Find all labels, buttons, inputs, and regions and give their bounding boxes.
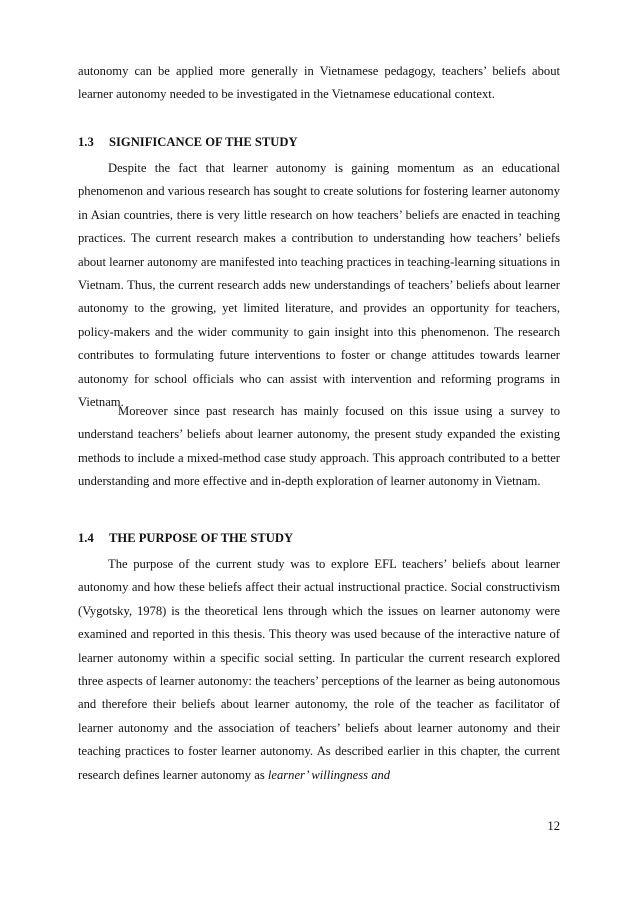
section-title: THE PURPOSE OF THE STUDY xyxy=(109,531,294,545)
section-number: 1.4 xyxy=(78,531,94,545)
page-number: 12 xyxy=(547,819,560,833)
section-number: 1.3 xyxy=(78,135,94,149)
section-title: SIGNIFICANCE OF THE STUDY xyxy=(109,135,298,149)
significance-paragraph-1: Despite the fact that learner autonomy is gaining momentum as an educational phenomenon and various research has sought to create solutions for fostering learner autonomy in Asian countries, there is very little research on how teachers’ beliefs are enacted in teaching practices. The current research makes a contribution to understanding how teachers’ beliefs about learner autonomy are manifested into teaching practices in teaching-learning situations in Vietnam. Thus, the current research adds new understandings of teachers’ beliefs about learner autonomy to the growing, yet limited literature, and provides an opportunity for teachers, policy-makers and the wider community to gain insight into this phenomenon. The research contributes to formulating future interventions to foster or change attitudes towards learner autonomy for school officials who can assist with intervention and reforming programs in Vietnam. xyxy=(78,161,560,410)
purpose-paragraph-1 xyxy=(78,553,560,787)
purpose-paragraph-text: The purpose of the current study was to explore EFL teachers’ beliefs about learner autonomy and how these beliefs affect their actual instructional practice. Social constructivism (Vygotsky, 1978) is the theoretical lens through which the issues on learner autonomy were examined and reported in this thesis. This theory was used because of the interactive nature of learner autonomy within a specific social setting. In particular the current research explored three aspects of learner autonomy: the teachers’ perceptions of the learner as being autonomous and therefore their beliefs about learner autonomy, the role of the teacher as facilitator of learner autonomy and the association of teachers’ beliefs about learner autonomy and their teaching practices to foster learner autonomy. As described earlier in this chapter, the current research defines learner autonomy as xyxy=(78,557,560,782)
section-heading-1-4 xyxy=(78,528,560,548)
section-heading-1-3 xyxy=(78,132,560,152)
intro-paragraph: autonomy can be applied more generally in Vietnamese pedagogy, teachers’ beliefs about learner autonomy needed to be investigated in the Vietnamese educational context. xyxy=(78,64,560,102)
significance-paragraph-2: Moreover since past research has mainly focused on this issue using a survey to understand teachers’ beliefs about learner autonomy, the present study expanded the existing methods to include a mixed-method case study approach. This approach contributed to a better understanding and more effective and in-depth exploration of learner autonomy in Vietnam. xyxy=(78,404,560,489)
purpose-paragraph-italic: learner’ willingness and xyxy=(267,767,391,782)
